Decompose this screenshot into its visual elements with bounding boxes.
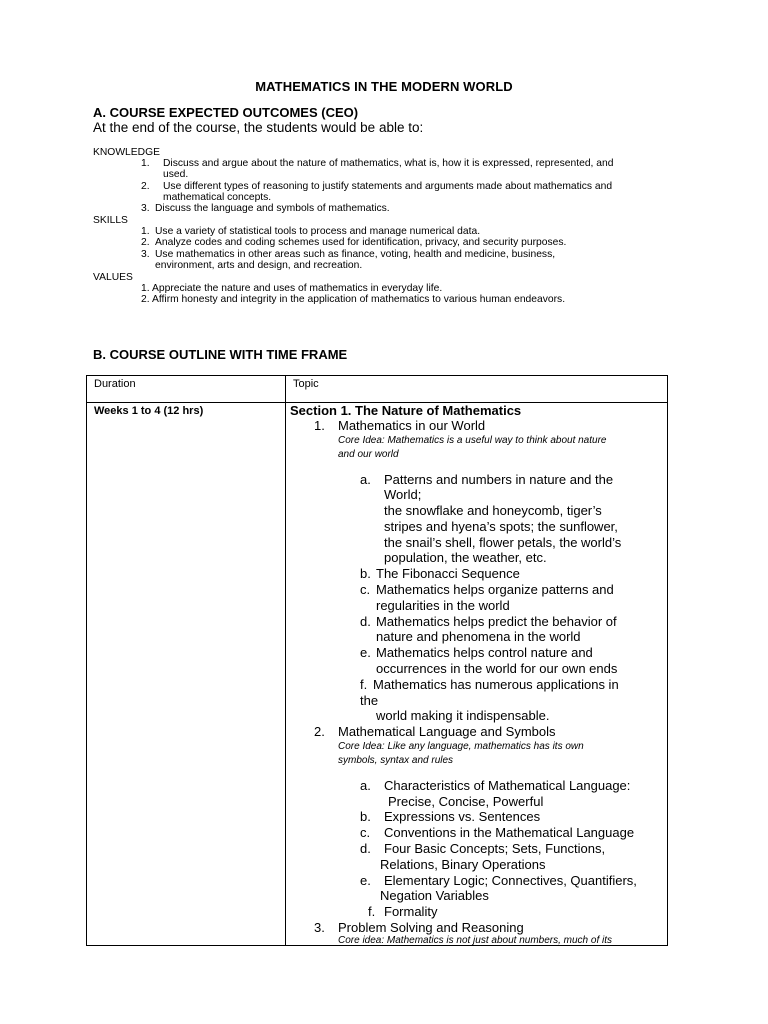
list-item: a. Characteristics of Mathematical Language: (360, 777, 631, 793)
table-row (87, 403, 668, 946)
knowledge-label: KNOWLEDGE (93, 147, 160, 158)
section-a-intro: At the end of the course, the students would be able to: (93, 120, 424, 135)
list-item: a. Patterns and numbers in nature and the (360, 471, 614, 487)
header-topic: Topic (286, 376, 668, 403)
section-title: Section 1. The Nature of Mathematics (290, 403, 522, 418)
list-item: d. Four Basic Concepts; Sets, Functions, (360, 840, 606, 856)
skills-item: 3. Use mathematics in other areas such as finance, voting, health and medicine, business, (141, 248, 556, 260)
knowledge-item: 2. Use different types of reasoning to justify statements and arguments made about mathematics and (141, 180, 613, 192)
header-duration: Duration (87, 376, 286, 403)
values-item: 2. Affirm honesty and integrity in the application of mathematics to various human endeavors. (141, 294, 566, 306)
values-label: VALUES (93, 272, 133, 283)
table-header-row (87, 376, 668, 403)
list-item: b. The Fibonacci Sequence (360, 566, 520, 582)
list-item: c. Conventions in the Mathematical Language (360, 825, 635, 841)
section-a-heading: A. COURSE EXPECTED OUTCOMES (CEO) (93, 105, 359, 120)
topic-item: 2. Mathematical Language and Symbols (314, 724, 556, 740)
topic-item: 1. Mathematics in our World (314, 418, 486, 433)
values-item: 1. Appreciate the nature and uses of mathematics in everyday life. (141, 283, 443, 294)
course-outline-table (86, 375, 668, 946)
topic-cell (286, 403, 668, 946)
duration-cell (87, 403, 286, 946)
subitem-list: a. Patterns and numbers in nature and the World; the snowflake and honeycomb, tiger’s stripes and hyena’s spots; the sunflower, the snail’s shell, flower petals, the world’s population, the weather, etc. b. The Fibonacci Sequence c. Mathematics helps organize patterns and regularities in the world d. Mathematics helps predict the behavior of nature and phenomena in the world e. Mathematics helps control nature and occurrences in the world for our own ends f. Mathematics has numerous applications in the world making it indispensable. (360, 472, 670, 725)
skills-item: 1. Use a variety of statistical tools to process and manage numerical data. (141, 226, 481, 237)
list-item: c. Mathematics helps organize patterns and (360, 582, 614, 598)
list-item: e. Mathematics helps control nature and (360, 645, 593, 661)
knowledge-item: 3. Discuss the language and symbols of mathematics. (141, 203, 390, 215)
knowledge-item: 1. Discuss and argue about the nature of mathematics, what is, how it is expressed, represented, and (141, 158, 614, 169)
list-item: f. Formality (368, 904, 438, 920)
skills-label: SKILLS (93, 215, 128, 226)
duration-text: Weeks 1 to 4 (12 hrs) (94, 405, 204, 417)
skills-list: 1. Use a variety of statistical tools to process and manage numerical data. 2. Analyze codes and coding schemes used for identification, privacy, and security purposes. 3. Use mathematics in other areas such as finance, voting, health and medicine, business, environment, arts and design, and recreation. (141, 226, 681, 271)
values-list (141, 283, 681, 306)
core-idea: Core idea: Mathematics is not just about numbers, much of its (338, 935, 613, 947)
topic-item: 3. Problem Solving and Reasoning (314, 919, 524, 935)
list-item: e. Elementary Logic; Connectives, Quantifiers, (360, 872, 637, 888)
document-title: MATHEMATICS IN THE MODERN WORLD (255, 79, 513, 94)
topic-content (290, 403, 670, 947)
subitem-list: a. Characteristics of Mathematical Language: Precise, Concise, Powerful b. Expressions vs. Sentences c. Conventions in the Mathematical Language d. Four Basic Concepts; Sets, Functions, Relations, Binary Operations e. Elementary Logic; Connectives, Quantifiers, Negation Variables f. Formality (360, 778, 670, 920)
core-idea: Core Idea: Like any language, mathematics has its own symbols, syntax and rules (338, 740, 584, 766)
list-item: b. Expressions vs. Sentences (360, 809, 541, 825)
core-idea: Core Idea: Mathematics is a useful way to think about nature and our world (338, 434, 607, 460)
list-item: d. Mathematics helps predict the behavior of (360, 613, 617, 629)
section-b-heading: B. COURSE OUTLINE WITH TIME FRAME (93, 347, 348, 362)
list-item: f. Mathematics has numerous applications in (360, 676, 619, 692)
skills-item: 2. Analyze codes and coding schemes used for identification, privacy, and security purposes. (141, 237, 567, 249)
knowledge-list: 1. Discuss and argue about the nature of mathematics, what is, how it is expressed, represented, and used. 2. Use different types of reasoning to justify statements and arguments made about mathematics and mathematical concepts. 3. Discuss the language and symbols of mathematics. (141, 158, 681, 214)
